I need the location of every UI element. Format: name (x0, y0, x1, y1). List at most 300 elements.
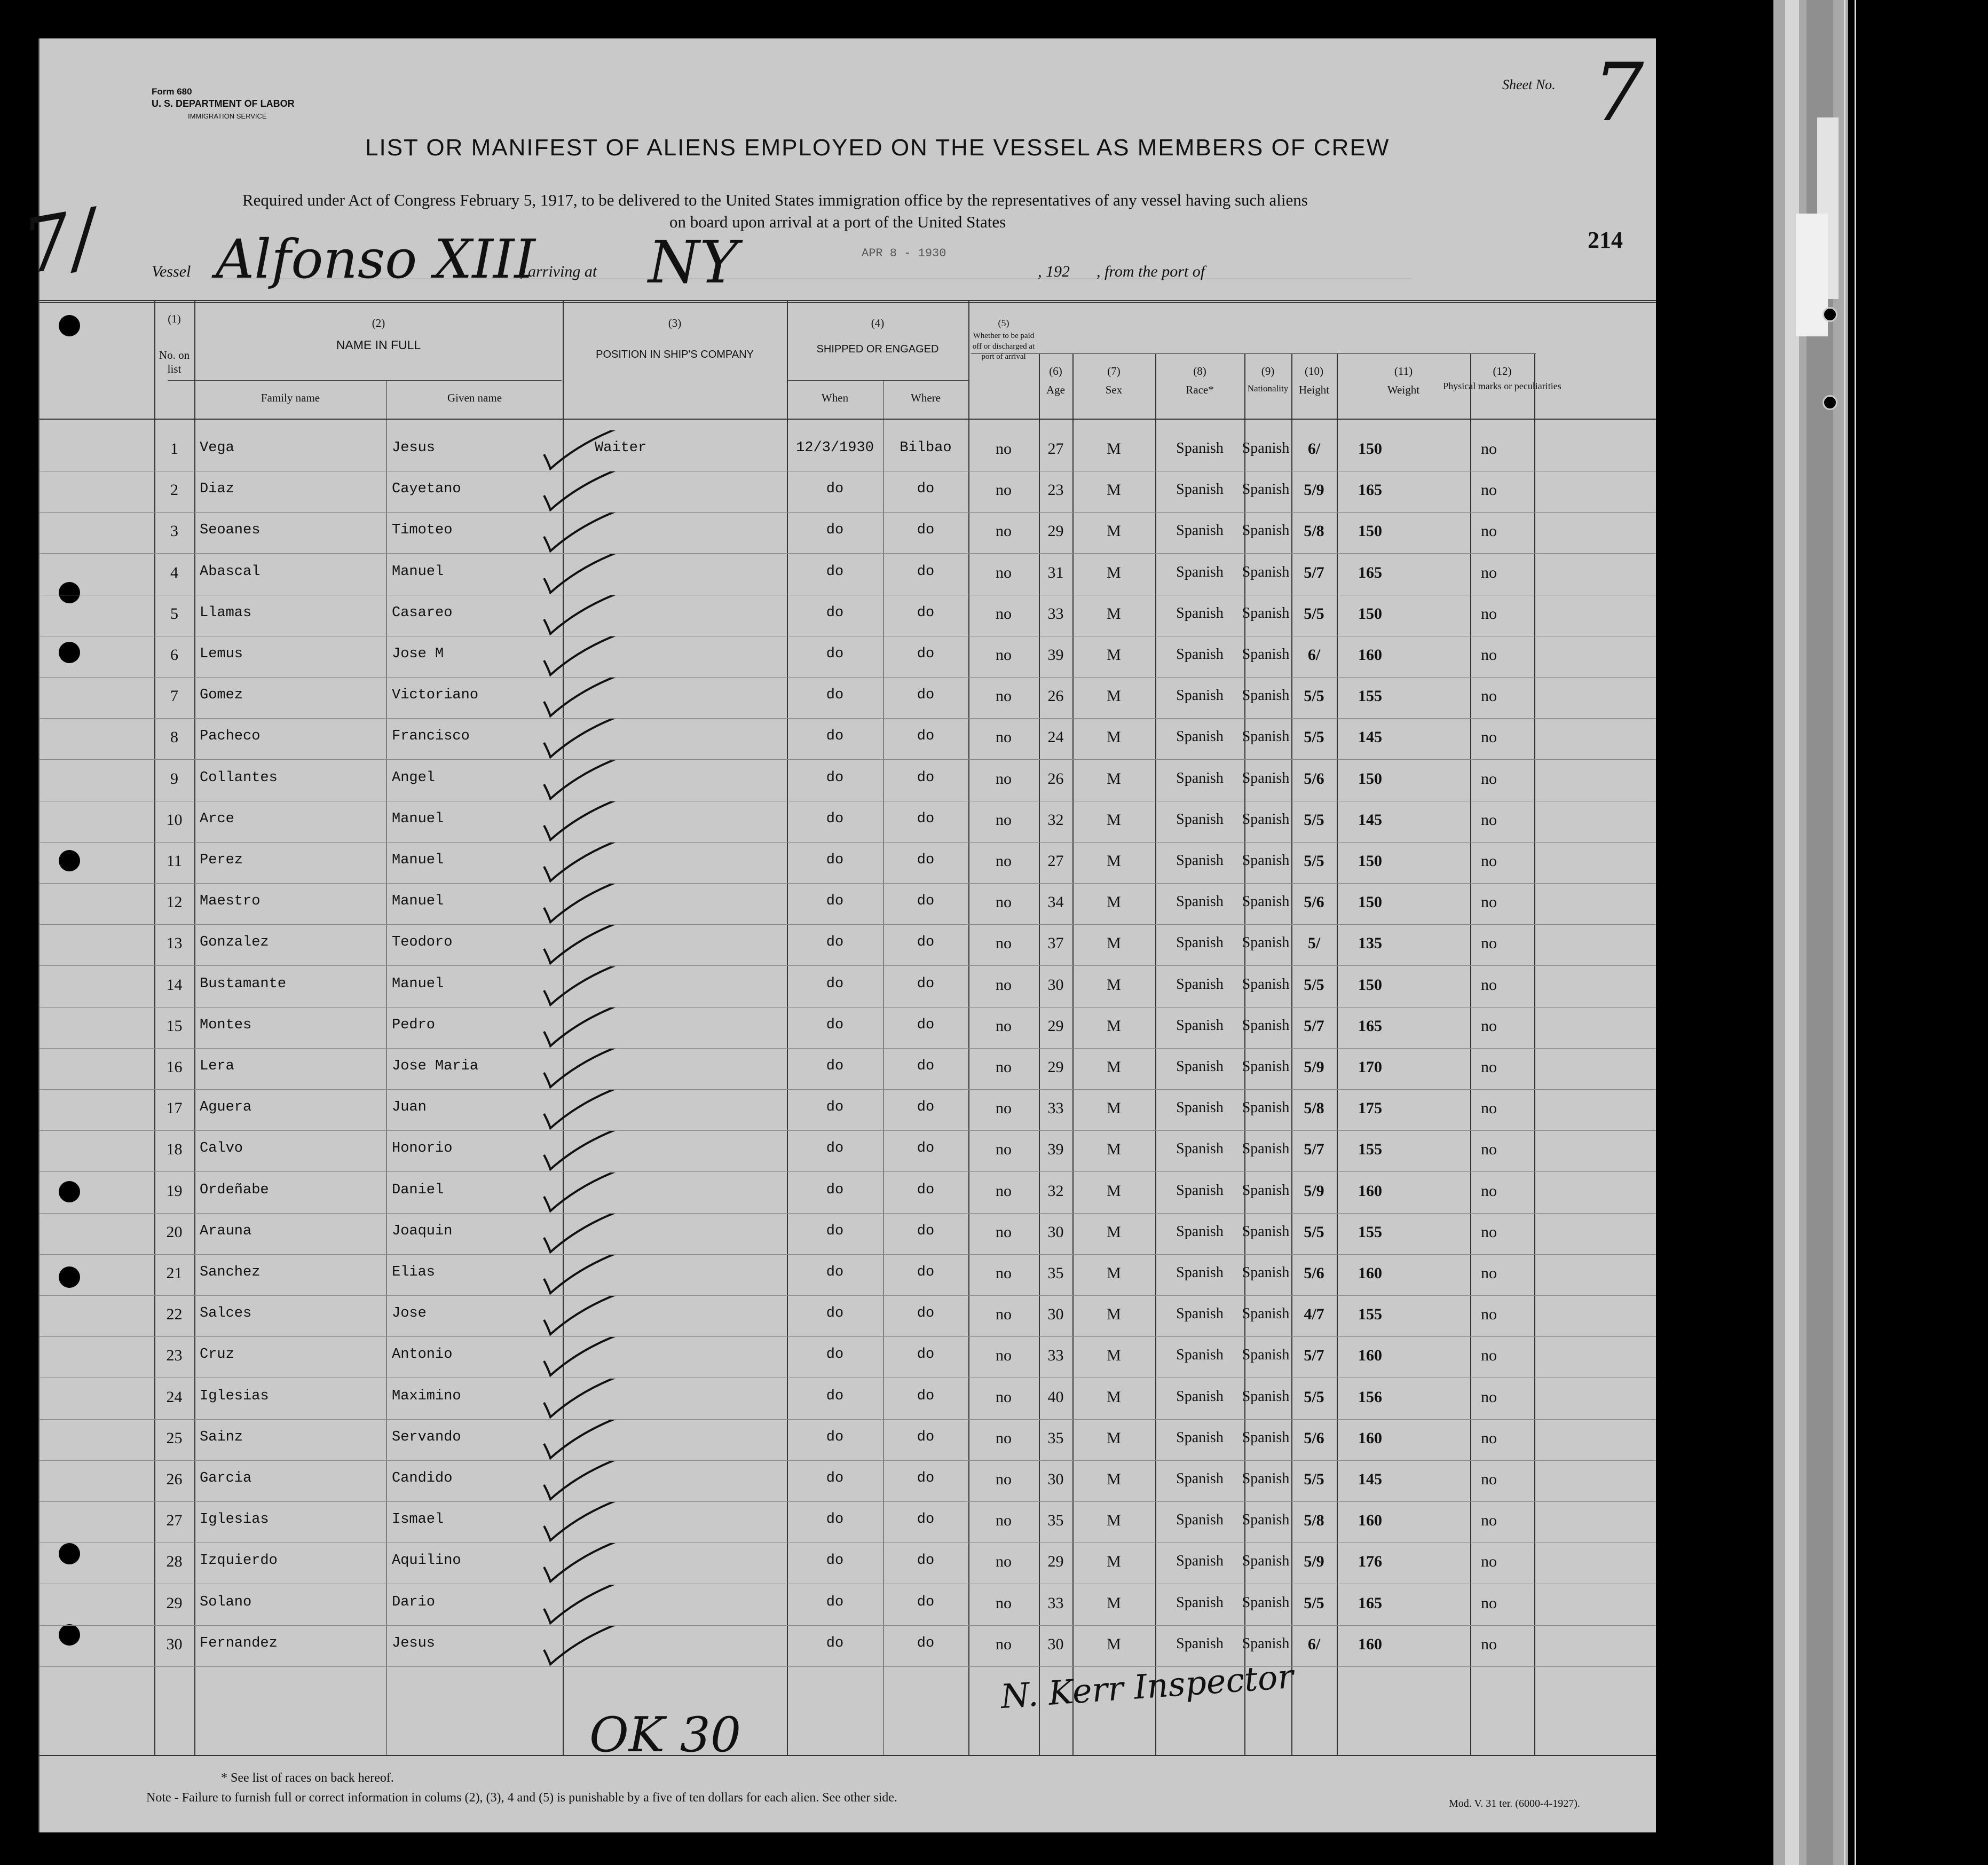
age: 27 (1047, 440, 1064, 458)
race: Spanish (1176, 1182, 1224, 1199)
race: Spanish (1176, 975, 1224, 993)
age: 35 (1047, 1512, 1064, 1530)
height: 5/7 (1304, 1017, 1324, 1035)
physical-marks: no (1481, 1512, 1497, 1530)
age: 32 (1047, 810, 1064, 829)
year-label: , 192 (1038, 263, 1070, 280)
family-name: Garcia (200, 1470, 252, 1486)
row-number: 11 (167, 852, 182, 870)
check-mark-icon (539, 1214, 629, 1256)
paid-off: no (996, 1223, 1012, 1241)
check-mark-icon (539, 678, 629, 720)
age: 29 (1047, 1553, 1064, 1571)
shipped-where: do (917, 1305, 935, 1322)
check-mark-icon (539, 1131, 629, 1174)
given-name: Jose Maria (392, 1058, 479, 1074)
shipped-where: do (917, 1388, 935, 1404)
family-name: Iglesias (200, 1388, 269, 1404)
given-name: Pedro (392, 1017, 436, 1033)
row-rule (40, 1336, 1656, 1337)
row-rule (40, 1130, 1656, 1131)
col1-number: (1) (168, 312, 181, 325)
paid-off: no (996, 893, 1012, 911)
col5-number: (5) (998, 318, 1009, 328)
table-row (40, 887, 1656, 927)
height: 5/6 (1304, 1264, 1324, 1282)
nationality: Spanish (1242, 687, 1290, 704)
race: Spanish (1176, 522, 1224, 539)
height: 5/ (1307, 934, 1321, 953)
weight: 155 (1358, 1140, 1382, 1159)
weight: 155 (1358, 1223, 1382, 1241)
age: 37 (1047, 934, 1064, 953)
given-name: Manuel (392, 975, 444, 992)
nationality: Spanish (1242, 1429, 1290, 1446)
shipped-where: do (917, 893, 935, 910)
race: Spanish (1176, 1553, 1224, 1570)
shipped-where: do (917, 975, 935, 992)
table-row (40, 516, 1656, 556)
paid-off: no (996, 1099, 1012, 1118)
given-name: Francisco (392, 728, 470, 745)
shipped-when: do (826, 893, 844, 910)
age: 23 (1047, 481, 1064, 499)
shipped-where: do (917, 934, 935, 951)
family-name: Sanchez (200, 1264, 261, 1280)
shipped-where: do (917, 563, 935, 580)
row-number: 4 (170, 563, 178, 581)
row-number: 2 (170, 481, 178, 499)
row-number: 5 (170, 604, 178, 623)
weight: 160 (1358, 1635, 1382, 1653)
nationality: Spanish (1242, 1635, 1290, 1652)
row-rule (40, 1213, 1656, 1214)
row-number: 21 (166, 1264, 183, 1282)
height: 5/5 (1304, 1470, 1324, 1488)
sex: M (1107, 769, 1121, 788)
table-row (40, 557, 1656, 598)
table-row (40, 1423, 1656, 1463)
check-mark-icon (539, 595, 629, 638)
physical-marks: no (1481, 1553, 1497, 1571)
shipped-when: do (826, 934, 844, 951)
check-mark-icon (539, 719, 629, 761)
race: Spanish (1176, 728, 1224, 745)
check-mark-icon (539, 760, 629, 803)
check-mark-icon (539, 1420, 629, 1462)
family-name: Vega (200, 440, 234, 456)
age: 30 (1047, 1635, 1064, 1653)
weight: 150 (1358, 769, 1382, 788)
paid-off: no (996, 1347, 1012, 1365)
race: Spanish (1176, 563, 1224, 580)
age: 35 (1047, 1429, 1064, 1447)
physical-marks: no (1481, 1182, 1497, 1200)
given-name: Elias (392, 1264, 436, 1280)
given-name: Timoteo (392, 522, 453, 539)
nationality: Spanish (1242, 810, 1290, 828)
sex: M (1107, 1553, 1121, 1571)
shipped-when: do (826, 1182, 844, 1198)
manifest-sheet (16, 38, 1656, 1832)
weight: 145 (1358, 728, 1382, 746)
sex: M (1107, 687, 1121, 705)
shipped-when: do (826, 852, 844, 868)
row-number: 18 (166, 1140, 183, 1159)
paid-off: no (996, 1553, 1012, 1571)
margin-note: 7/ (16, 193, 104, 292)
given-name: Antonio (392, 1347, 453, 1363)
check-mark-icon (539, 1585, 629, 1627)
weight: 160 (1358, 1347, 1382, 1365)
physical-marks: no (1481, 522, 1497, 540)
shipped-when: do (826, 1305, 844, 1322)
weight: 145 (1358, 810, 1382, 829)
shipped-when: do (826, 810, 844, 827)
row-rule (40, 1254, 1656, 1255)
sex: M (1107, 1223, 1121, 1241)
col6-number: (6) (1049, 365, 1062, 377)
family-name: Arauna (200, 1223, 252, 1239)
paid-off: no (996, 852, 1012, 870)
row-number: 30 (166, 1635, 183, 1653)
table-row (40, 1464, 1656, 1505)
given-name: Manuel (392, 810, 444, 827)
physical-marks: no (1481, 769, 1497, 788)
family-name: Gomez (200, 687, 243, 704)
col1-header: No. on list (159, 349, 190, 376)
sex: M (1107, 481, 1121, 499)
given-name: Juan (392, 1099, 427, 1116)
shipped-when: do (826, 728, 844, 745)
table-row (40, 640, 1656, 680)
shipped-where: Bilbao (900, 440, 952, 456)
race: Spanish (1176, 687, 1224, 704)
row-rule (40, 883, 1656, 884)
row-rule (40, 1048, 1656, 1049)
from-port-label: , from the port of (1096, 263, 1205, 280)
given-name: Candido (392, 1470, 453, 1486)
paid-off: no (996, 563, 1012, 581)
paid-off: no (996, 522, 1012, 540)
shipped-when: do (826, 1140, 844, 1157)
family-name: Sainz (200, 1429, 243, 1445)
shipped-when: do (826, 1223, 844, 1239)
nationality: Spanish (1242, 893, 1290, 910)
check-mark-icon (539, 1502, 629, 1545)
col9-number: (9) (1261, 365, 1275, 377)
family-name: Izquierdo (200, 1553, 278, 1569)
col2-family-header: Family name (261, 391, 320, 404)
height: 5/8 (1304, 1512, 1324, 1530)
row-rule (40, 553, 1656, 554)
nationality: Spanish (1242, 1058, 1290, 1075)
row-number: 12 (166, 893, 183, 911)
sex: M (1107, 563, 1121, 581)
shipped-subheader-rule (787, 380, 968, 381)
check-mark-icon (539, 471, 629, 514)
nationality: Spanish (1242, 646, 1290, 663)
paid-off: no (996, 646, 1012, 664)
family-name: Ordeñabe (200, 1182, 269, 1198)
shipped-when: 12/3/1930 (796, 440, 874, 456)
race: Spanish (1176, 934, 1224, 951)
table-row (40, 475, 1656, 515)
height: 5/7 (1304, 1347, 1324, 1365)
height: 5/9 (1304, 1058, 1324, 1076)
given-name: Jose (392, 1305, 427, 1322)
race: Spanish (1176, 1264, 1224, 1281)
header-bottom-rule (40, 419, 1656, 420)
height: 5/7 (1304, 1140, 1324, 1159)
col2-header: NAME IN FULL (336, 338, 421, 352)
table-row (40, 846, 1656, 886)
family-name: Pacheco (200, 728, 261, 745)
physical-marks: no (1481, 1305, 1497, 1324)
check-mark-icon (539, 1337, 629, 1380)
check-mark-icon (539, 843, 629, 885)
height: 5/6 (1304, 769, 1324, 788)
sex: M (1107, 975, 1121, 994)
shipped-where: do (917, 1347, 935, 1363)
shipped-when: do (826, 481, 844, 498)
row-number: 15 (166, 1017, 183, 1035)
col11-number: (11) (1394, 365, 1413, 377)
age: 26 (1047, 769, 1064, 788)
check-mark-icon (539, 513, 629, 555)
shipped-where: do (917, 1553, 935, 1569)
punch-hole (59, 315, 80, 336)
sex: M (1107, 1017, 1121, 1035)
physical-marks: no (1481, 1017, 1497, 1035)
family-name: Cruz (200, 1347, 234, 1363)
physical-marks: no (1481, 810, 1497, 829)
nationality: Spanish (1242, 1594, 1290, 1611)
height: 5/9 (1304, 1182, 1324, 1200)
sex: M (1107, 1347, 1121, 1365)
row-rule (40, 842, 1656, 843)
given-name: Victoriano (392, 687, 479, 704)
paid-off: no (996, 1470, 1012, 1488)
physical-marks: no (1481, 440, 1497, 458)
table-row (40, 1505, 1656, 1546)
weight: 150 (1358, 852, 1382, 870)
table-row (40, 764, 1656, 804)
nationality: Spanish (1242, 481, 1290, 498)
sex: M (1107, 1140, 1121, 1159)
age: 26 (1047, 687, 1064, 705)
col7-header: Sex (1105, 383, 1123, 396)
age: 32 (1047, 1182, 1064, 1200)
row-number: 27 (166, 1512, 183, 1530)
punch-hole (1823, 307, 1837, 322)
height: 5/9 (1304, 481, 1324, 499)
physical-marks: no (1481, 1594, 1497, 1612)
race: Spanish (1176, 1347, 1224, 1364)
race: Spanish (1176, 604, 1224, 621)
nationality: Spanish (1242, 1017, 1290, 1034)
shipped-when: do (826, 1470, 844, 1486)
weight: 160 (1358, 1429, 1382, 1447)
shipped-where: do (917, 1635, 935, 1651)
shipped-when: do (826, 1635, 844, 1651)
row-number: 8 (170, 728, 178, 746)
given-name: Dario (392, 1594, 436, 1610)
physical-marks: no (1481, 975, 1497, 994)
row-rule (40, 1666, 1656, 1667)
race: Spanish (1176, 1099, 1224, 1116)
sex: M (1107, 852, 1121, 870)
nationality: Spanish (1242, 1182, 1290, 1199)
nationality: Spanish (1242, 563, 1290, 580)
row-number: 10 (166, 810, 183, 829)
nationality: Spanish (1242, 1553, 1290, 1570)
row-number: 23 (166, 1347, 183, 1365)
inspector-signature: N. Kerr Inspector (999, 1656, 1295, 1717)
family-name: Perez (200, 852, 243, 868)
table-row (40, 1011, 1656, 1051)
physical-marks: no (1481, 1470, 1497, 1488)
check-mark-icon (539, 1049, 629, 1091)
physical-marks: no (1481, 852, 1497, 870)
given-name: Manuel (392, 893, 444, 910)
name-subheader-rule (168, 380, 562, 381)
physical-marks: no (1481, 728, 1497, 746)
weight: 160 (1358, 1182, 1382, 1200)
race: Spanish (1176, 1017, 1224, 1034)
penalty-note: Note - Failure to furnish full or correct information in colums (2), (3), 4 and (5) is punishable by a five of ten dollars for each alien. See other side. (146, 1791, 897, 1805)
row-rule (40, 965, 1656, 966)
paid-off: no (996, 1140, 1012, 1159)
col2-given-header: Given name (447, 391, 502, 404)
table-row (40, 928, 1656, 969)
form-code: Mod. V. 31 ter. (6000-4-1927). (1449, 1798, 1580, 1809)
nationality: Spanish (1242, 1305, 1290, 1323)
shipped-where: do (917, 1470, 935, 1486)
shipped-when: do (826, 687, 844, 704)
nationality: Spanish (1242, 1140, 1290, 1158)
physical-marks: no (1481, 604, 1497, 623)
binder-edge (1764, 0, 1988, 1865)
height: 5/5 (1304, 728, 1324, 746)
col12-number: (12) (1493, 365, 1512, 377)
row-number: 1 (170, 440, 178, 458)
height: 6/ (1307, 1635, 1321, 1653)
nationality: Spanish (1242, 852, 1290, 869)
shipped-where: do (917, 1512, 935, 1528)
age: 30 (1047, 1470, 1064, 1488)
row-rule (40, 512, 1656, 513)
family-name: Arce (200, 810, 234, 827)
row-number: 3 (170, 522, 178, 540)
sheet-number: 7 (1593, 46, 1644, 139)
ok-mark: OK 30 (589, 1707, 741, 1763)
shipped-where: do (917, 1182, 935, 1198)
race: Spanish (1176, 1429, 1224, 1446)
weight: 165 (1358, 1594, 1382, 1612)
row-number: 25 (166, 1429, 183, 1447)
nationality: Spanish (1242, 728, 1290, 745)
height: 5/5 (1304, 1223, 1324, 1241)
family-name: Collantes (200, 769, 278, 786)
table-row (40, 970, 1656, 1010)
weight: 156 (1358, 1388, 1382, 1406)
col6-header: Age (1046, 383, 1065, 396)
physical-marks: no (1481, 1099, 1497, 1118)
shipped-where: do (917, 728, 935, 745)
weight: 155 (1358, 1305, 1382, 1324)
form-number: Form 680 (152, 86, 192, 97)
col3-number: (3) (668, 317, 682, 329)
col4-header: SHIPPED OR ENGAGED (816, 343, 939, 355)
height: 4/7 (1304, 1305, 1324, 1324)
shipped-where: do (917, 1017, 935, 1033)
height: 5/7 (1304, 563, 1324, 581)
height: 5/8 (1304, 1099, 1324, 1118)
sheet-label: Sheet No. (1502, 77, 1556, 92)
given-name: Casareo (392, 604, 453, 621)
sex: M (1107, 1594, 1121, 1612)
vessel-name: Alfonso XIII (216, 228, 535, 290)
sex: M (1107, 1388, 1121, 1406)
age: 33 (1047, 604, 1064, 623)
check-mark-icon (539, 1090, 629, 1132)
row-number: 16 (166, 1058, 183, 1076)
sex: M (1107, 1429, 1121, 1447)
shipped-where: do (917, 646, 935, 662)
position: Waiter (595, 440, 647, 456)
col8-number: (8) (1193, 365, 1206, 377)
shipped-where: do (917, 522, 935, 539)
table-row (40, 722, 1656, 762)
given-name: Aquilino (392, 1553, 461, 1569)
family-name: Solano (200, 1594, 252, 1610)
row-number: 29 (166, 1594, 183, 1612)
age: 29 (1047, 522, 1064, 540)
nationality: Spanish (1242, 1388, 1290, 1405)
sex: M (1107, 1512, 1121, 1530)
race: Spanish (1176, 481, 1224, 498)
physical-marks: no (1481, 563, 1497, 581)
table-row (40, 599, 1656, 639)
family-name: Maestro (200, 893, 261, 910)
paid-off: no (996, 440, 1012, 458)
paid-off: no (996, 1635, 1012, 1653)
weight: 160 (1358, 1512, 1382, 1530)
paid-off: no (996, 1594, 1012, 1612)
subtitle-line-2: on board upon arrival at a port of the United States (669, 213, 1006, 231)
shipped-when: do (826, 1429, 844, 1445)
weight: 175 (1358, 1099, 1382, 1118)
arrival-date-stamp: APR 8 - 1930 (862, 247, 946, 260)
race: Spanish (1176, 1140, 1224, 1158)
col4-when-header: When (821, 391, 849, 404)
height: 5/5 (1304, 687, 1324, 705)
age: 39 (1047, 646, 1064, 664)
row-rule (40, 1625, 1656, 1626)
paid-off: no (996, 1182, 1012, 1200)
shipped-where: do (917, 604, 935, 621)
given-name: Manuel (392, 852, 444, 868)
paid-off: no (996, 810, 1012, 829)
weight: 165 (1358, 481, 1382, 499)
family-name: Bustamante (200, 975, 287, 992)
given-name: Daniel (392, 1182, 444, 1198)
nationality: Spanish (1242, 604, 1290, 621)
row-number: 22 (166, 1305, 183, 1324)
race: Spanish (1176, 769, 1224, 786)
table-top-rule (40, 302, 1656, 303)
